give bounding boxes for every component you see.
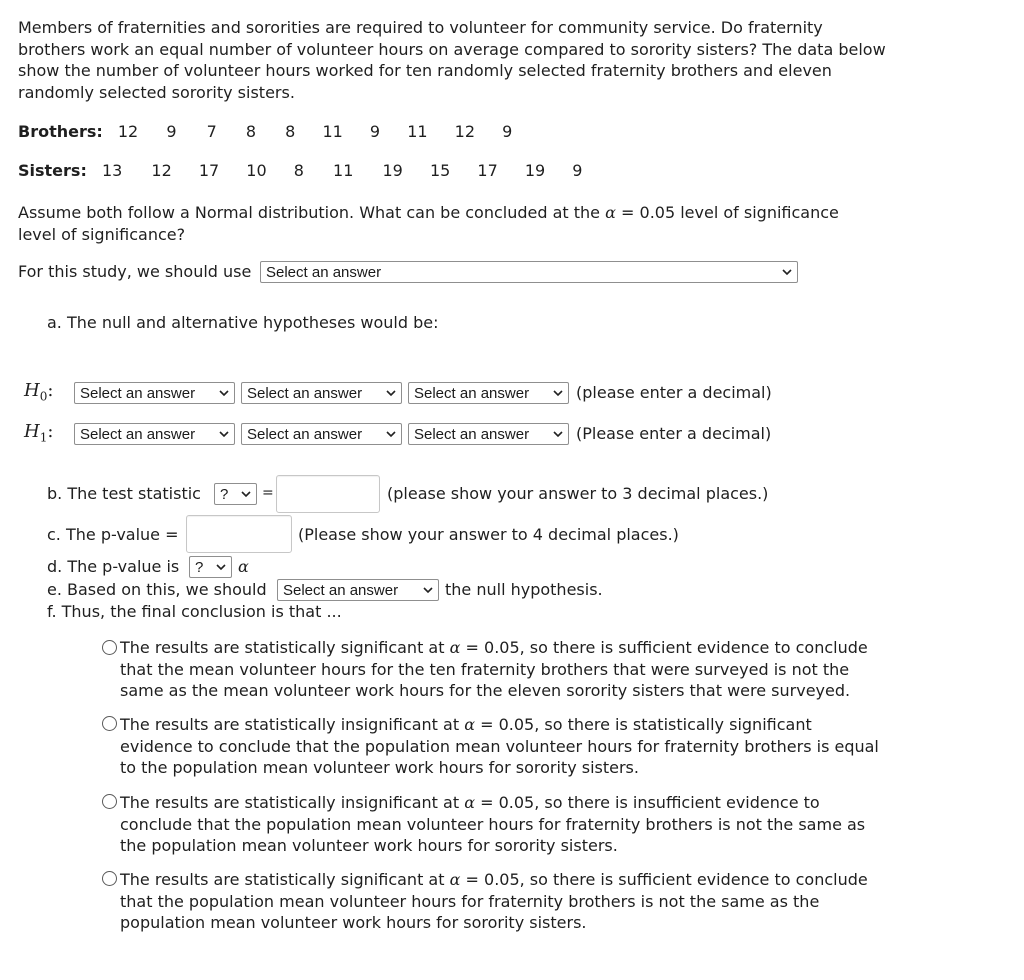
chevron-down-icon [552,386,564,400]
alpha-symbol: α [464,793,475,812]
brothers-value: 9 [369,122,381,141]
brothers-label: Brothers: [18,122,103,141]
h1-label [24,421,53,445]
h1-symbol: H [24,421,40,442]
h0-select-2-value: Select an answer [247,385,363,402]
chevron-down-icon [240,487,252,501]
option-text: the population mean volunteer work hours for sorority sisters. [120,836,618,855]
test-statistic-note: (please show your answer to 3 decimal places.) [387,484,769,503]
sisters-value: 9 [572,161,583,180]
h1-note: (Please enter a decimal) [576,424,772,443]
brothers-value: 7 [206,122,217,141]
alpha-symbol: α [464,715,475,734]
option-text: The results are statistically significant at [120,870,445,889]
h1-subscript: 1 [39,430,48,445]
part-d-label: d. The p-value is [47,557,180,576]
decision-select-value: Select an answer [283,582,399,599]
h1-select-3-value: Select an answer [414,426,530,443]
chevron-down-icon [385,427,397,441]
sisters-value: 19 [382,161,403,180]
p-value-input[interactable] [186,515,292,553]
assume-line-2: level of significance? [18,224,186,244]
intro-line-2: brothers work an equal number of volunteer hours on average compared to sorority sisters? The data below [18,39,886,59]
part-b-label: b. The test statistic [47,484,201,503]
conclusion-radio-1[interactable] [102,640,117,655]
p-value-note: (Please show your answer to 4 decimal places.) [298,525,679,544]
chevron-down-icon [385,386,397,400]
h0-label [24,380,53,404]
option-text: = 0.05, so there is statistically significant [480,715,812,734]
alpha-symbol: α [449,638,461,657]
h1-parameter-select[interactable] [74,423,235,445]
h0-colon: : [47,380,54,401]
conclusion-option-3[interactable] [120,792,920,857]
option-text: population mean volunteer work hours for sorority sisters. [120,913,587,932]
part-e-suffix: the null hypothesis. [445,580,603,599]
h1-operator-select[interactable] [241,423,402,445]
h0-operator-select[interactable] [241,382,402,404]
brothers-data [18,122,512,141]
option-text: = 0.05, so there is insufficient evidence to [480,793,820,812]
h0-note: (please enter a decimal) [576,383,772,402]
assume-part-2: = 0.05 level of significance [621,203,839,222]
option-text: The results are statistically insignificant at [120,793,460,812]
test-statistic-input[interactable] [276,475,380,513]
chevron-down-icon [215,560,227,574]
brothers-value: 11 [407,122,428,141]
option-text: to the population mean volunteer work hours for sorority sisters. [120,758,639,777]
conclusion-radio-2[interactable] [102,716,117,731]
intro-line-3: show the number of volunteer hours worked for ten randomly selected fraternity brothers and eleven [18,61,832,80]
sisters-label: Sisters: [18,161,87,180]
sisters-value: 10 [246,161,267,180]
test-statistic-select[interactable] [214,483,257,505]
h0-select-1-value: Select an answer [80,385,196,402]
h1-colon: : [47,421,54,442]
study-type-select[interactable] [260,261,798,283]
conclusion-option-1[interactable] [120,637,920,702]
problem-intro [18,17,886,103]
option-text: The results are statistically significant at [120,638,445,657]
option-text: that the mean volunteer hours for the ten fraternity brothers that were surveyed is not the [120,659,850,679]
h1-select-1-value: Select an answer [80,426,196,443]
option-text: evidence to conclude that the population mean volunteer hours for fraternity brothers is equal [120,736,879,756]
p-value-comparison-select[interactable] [189,556,232,578]
option-text: same as the mean volunteer work hours for the eleven sorority sisters that were surveyed. [120,681,851,700]
intro-line-4: randomly selected sorority sisters. [18,82,295,102]
h1-select-2-value: Select an answer [247,426,363,443]
sisters-value: 8 [293,161,304,180]
conclusion-option-4[interactable] [120,869,920,934]
option-text: conclude that the population mean volunteer hours for fraternity brothers is not the same as [120,814,866,834]
alpha-symbol: α [449,870,461,889]
sisters-value: 13 [101,161,123,180]
h0-select-3-value: Select an answer [414,385,530,402]
brothers-value: 11 [322,122,343,141]
chevron-down-icon [781,265,793,279]
equals-sign: = [262,485,274,501]
test-statistic-select-value: ? [220,486,229,503]
part-f-label: f. Thus, the final conclusion is that ... [47,602,342,621]
h0-value-select[interactable] [408,382,569,404]
brothers-value: 12 [454,122,475,141]
brothers-value: 12 [117,122,139,141]
conclusion-radio-4[interactable] [102,871,117,886]
h1-value-select[interactable] [408,423,569,445]
sisters-value: 11 [333,161,354,180]
h0-subscript: 0 [39,389,48,404]
intro-line-1: Members of fraternities and sororities are required to volunteer for community service. Do fraternity [18,18,823,37]
sisters-value: 19 [524,161,546,180]
assumption-text [18,202,839,245]
option-text: that the population mean volunteer hours for fraternity brothers is not the same as the [120,891,820,911]
study-prefix: For this study, we should use [18,262,252,281]
sisters-data [18,161,582,180]
alpha-symbol: α [605,203,616,222]
part-c-label: c. The p-value = [47,525,179,544]
option-text: The results are statistically insignificant at [120,715,460,734]
sisters-value: 17 [477,161,498,180]
brothers-value: 8 [285,122,296,141]
chevron-down-icon [218,386,230,400]
part-e-label: e. Based on this, we should [47,580,267,599]
sisters-value: 17 [198,161,220,180]
comparison-select-value: ? [195,559,204,576]
brothers-value: 9 [502,122,513,141]
chevron-down-icon [422,583,434,597]
brothers-value: 9 [166,122,177,141]
study-select-value: Select an answer [266,264,382,281]
decision-select[interactable] [277,579,439,601]
sisters-value: 12 [151,161,172,180]
assume-part-1: Assume both follow a Normal distribution. What can be concluded at the [18,203,601,222]
h0-parameter-select[interactable] [74,382,235,404]
option-text: = 0.05, so there is sufficient evidence to conclude [465,870,868,889]
h0-symbol: H [24,380,40,401]
chevron-down-icon [218,427,230,441]
alpha-symbol: α [238,557,249,576]
brothers-value: 8 [245,122,257,141]
conclusion-radio-3[interactable] [102,794,117,809]
sisters-value: 15 [429,161,451,180]
chevron-down-icon [552,427,564,441]
conclusion-option-2[interactable] [120,714,920,779]
part-a-label: a. The null and alternative hypotheses would be: [47,313,439,332]
option-text: = 0.05, so there is sufficient evidence to conclude [465,638,868,657]
